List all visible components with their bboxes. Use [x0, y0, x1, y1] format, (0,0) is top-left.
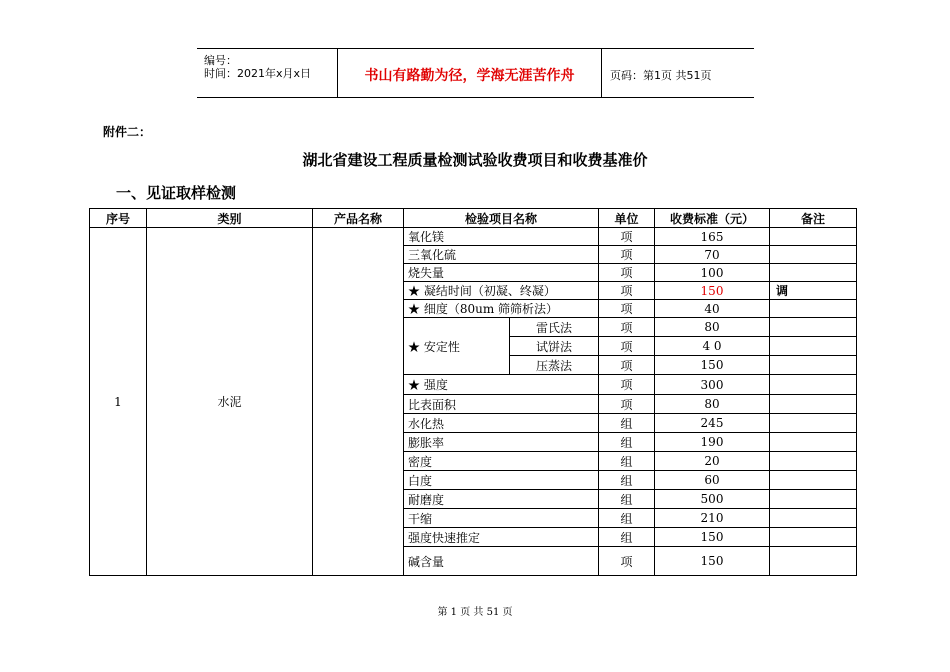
header-category: 类别 [146, 208, 313, 228]
header-motto-cell [337, 49, 602, 97]
unit-cell: 组 [598, 470, 655, 490]
note-cell [769, 470, 857, 490]
seq-cell: 1 [89, 227, 147, 576]
price-cell: 20 [654, 451, 770, 471]
test-item-cell: 强度快速推定 [403, 527, 599, 547]
unit-cell: 项 [598, 245, 655, 264]
note-cell [769, 546, 857, 576]
price-cell: 100 [654, 263, 770, 282]
unit-cell: 组 [598, 432, 655, 452]
price-cell: 300 [654, 374, 770, 395]
test-item-cell: 水化热 [403, 413, 599, 433]
test-item-cell: ★ 细度（80um 筛筛析法） [403, 299, 599, 318]
test-item-cell: 干缩 [403, 508, 599, 528]
test-item-cell: 烧失量 [403, 263, 599, 282]
unit-cell: 项 [598, 355, 655, 375]
price-cell: 70 [654, 245, 770, 264]
header-note: 备注 [769, 208, 857, 228]
test-item-cell: 碱含量 [403, 546, 599, 576]
header-meta [197, 49, 337, 97]
price-cell: 80 [654, 317, 770, 337]
note-cell [769, 245, 857, 264]
stability-group-cell: ★ 安定性 [403, 317, 510, 375]
header-seq: 序号 [89, 208, 147, 228]
unit-cell: 组 [598, 527, 655, 547]
unit-cell: 项 [598, 263, 655, 282]
page-info: 页码：第1页 共51页 [610, 69, 712, 82]
price-cell: 150 [654, 527, 770, 547]
price-cell: 210 [654, 508, 770, 528]
unit-cell: 组 [598, 413, 655, 433]
price-cell: 500 [654, 489, 770, 509]
header-unit: 单位 [598, 208, 655, 228]
test-item-cell: ★ 凝结时间（初凝、终凝） [403, 281, 599, 300]
unit-cell: 项 [598, 546, 655, 576]
page-title: 湖北省建设工程质量检测试验收费项目和收费基准价 [302, 151, 648, 169]
price-cell: 150 [654, 281, 770, 300]
price-cell: 150 [654, 546, 770, 576]
header-test-item: 检验项目名称 [403, 208, 599, 228]
price-cell: 60 [654, 470, 770, 490]
page-footer: 第 1 页 共 51 页 [437, 607, 513, 618]
test-item-method: 压蒸法 [509, 355, 599, 375]
section-heading: 一、见证取样检测 [116, 184, 237, 202]
price-cell: 4 0 [654, 336, 770, 356]
test-item-cell: 密度 [403, 451, 599, 471]
price-cell: 150 [654, 355, 770, 375]
test-item-cell: 白度 [403, 470, 599, 490]
header-price: 收费标准（元） [654, 208, 770, 228]
number-label: 编号： [204, 54, 237, 67]
note-cell [769, 227, 857, 246]
price-cell: 245 [654, 413, 770, 433]
note-cell: 调 [769, 281, 857, 300]
note-cell [769, 263, 857, 282]
attachment-label: 附件二： [103, 125, 152, 139]
unit-cell: 项 [598, 299, 655, 318]
test-item-method: 雷氏法 [509, 317, 599, 337]
unit-cell: 项 [598, 374, 655, 395]
note-cell [769, 299, 857, 318]
test-item-cell: 耐磨度 [403, 489, 599, 509]
unit-cell: 组 [598, 508, 655, 528]
category-cell: 水泥 [146, 227, 313, 576]
note-cell [769, 489, 857, 509]
test-item-cell: 三氧化硫 [403, 245, 599, 264]
header-product: 产品名称 [312, 208, 404, 228]
note-cell [769, 432, 857, 452]
note-cell [769, 527, 857, 547]
note-cell [769, 336, 857, 356]
test-item-cell: ★ 强度 [403, 374, 599, 395]
date-label: 时间：2021年x月x日 [204, 67, 312, 80]
price-cell: 165 [654, 227, 770, 246]
note-cell [769, 508, 857, 528]
note-cell [769, 317, 857, 337]
document-header [197, 48, 754, 98]
price-cell: 40 [654, 299, 770, 318]
note-cell [769, 355, 857, 375]
header-page-cell [602, 49, 754, 97]
unit-cell: 项 [598, 281, 655, 300]
note-cell [769, 451, 857, 471]
note-cell [769, 374, 857, 395]
unit-cell: 项 [598, 394, 655, 414]
price-cell: 80 [654, 394, 770, 414]
unit-cell: 组 [598, 489, 655, 509]
unit-cell: 项 [598, 317, 655, 337]
test-item-cell: 比表面积 [403, 394, 599, 414]
motto: 书山有路勤为径，学海无涯苦作舟 [364, 68, 575, 84]
test-item-cell: 氧化镁 [403, 227, 599, 246]
product-cell [312, 227, 404, 576]
unit-cell: 项 [598, 336, 655, 356]
note-cell [769, 413, 857, 433]
unit-cell: 项 [598, 227, 655, 246]
test-item-cell: 膨胀率 [403, 432, 599, 452]
test-item-method: 试饼法 [509, 336, 599, 356]
unit-cell: 组 [598, 451, 655, 471]
note-cell [769, 394, 857, 414]
price-cell: 190 [654, 432, 770, 452]
